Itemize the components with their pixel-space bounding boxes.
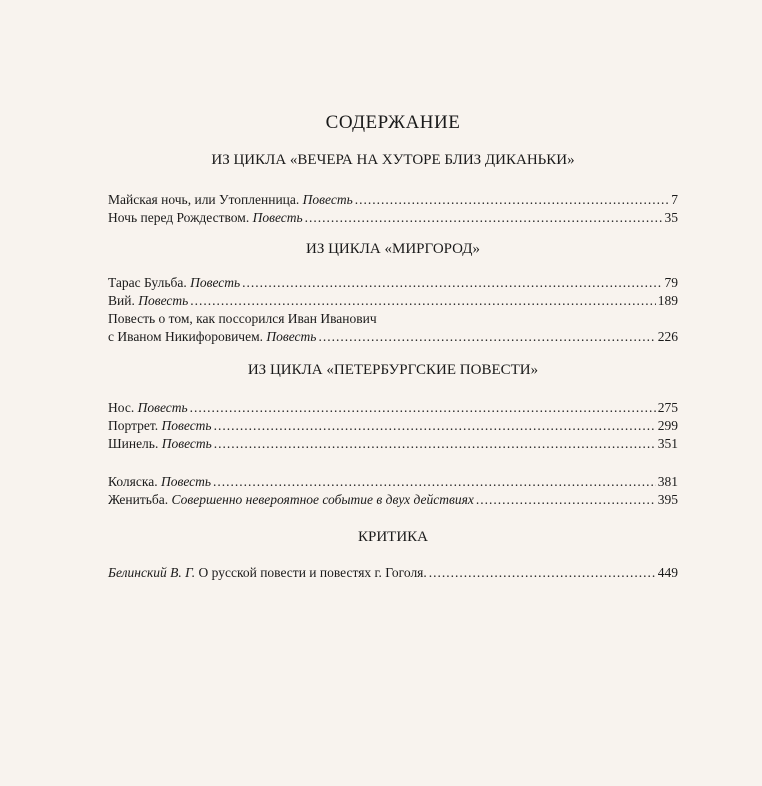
entry-genre: Повесть [138, 293, 189, 308]
section-entries-petersburg [108, 399, 678, 453]
section-entries-extra [108, 473, 678, 509]
entry-genre: Повесть [137, 400, 188, 415]
dot-leader [305, 209, 663, 227]
dot-leader [318, 328, 655, 346]
entry-genre: Повесть [161, 436, 212, 451]
dot-leader [214, 435, 656, 453]
toc-entry[interactable] [108, 417, 678, 435]
entry-genre: Повесть [252, 210, 303, 225]
section-entries-mirgorod [108, 274, 678, 346]
toc-entry[interactable] [108, 328, 678, 346]
entry-title: Женитьба. [108, 492, 169, 507]
entry-title: Вий. [108, 293, 135, 308]
section-heading-critique: КРИТИКА [357, 529, 428, 545]
entry-genre: Повесть [190, 275, 241, 290]
entry-title: Ночь перед Рождеством. [108, 210, 250, 225]
table-of-contents [108, 112, 678, 582]
entry-page: 35 [664, 210, 678, 225]
entry-genre: Повесть [266, 329, 317, 344]
entry-title-line1[interactable]: Повесть о том, как поссорился Иван Иванович [108, 311, 377, 326]
toc-entry[interactable] [108, 209, 678, 227]
entry-page: 395 [657, 492, 678, 507]
entry-page: 351 [657, 436, 678, 451]
toc-entry[interactable] [108, 292, 678, 310]
entry-genre: Совершенно невероятное событие в двух действиях [171, 492, 474, 507]
section-entries-dikanka [108, 191, 678, 227]
dot-leader [242, 274, 662, 292]
toc-entry[interactable] [108, 564, 678, 582]
section-heading-dikanka: ИЗ ЦИКЛА «ВЕЧЕРА НА ХУТОРЕ БЛИЗ ДИКАНЬКИ» [211, 152, 575, 168]
dot-leader [476, 491, 656, 509]
entry-title: Майская ночь, или Утопленница. [108, 192, 300, 207]
toc-title: СОДЕРЖАНИЕ [325, 112, 461, 133]
section-heading-mirgorod: ИЗ ЦИКЛА «МИРГОРОД» [305, 241, 480, 257]
entry-title: Нос. [108, 400, 135, 415]
entry-page: 79 [664, 275, 678, 290]
entry-title: Тарас Бульба. [108, 275, 187, 290]
dot-leader [429, 564, 656, 582]
entry-page: 299 [657, 418, 678, 433]
entry-title: Коляска. [108, 474, 158, 489]
entry-page: 449 [657, 565, 678, 580]
toc-entry[interactable] [108, 491, 678, 509]
section-entries-critique [108, 564, 678, 582]
entry-author: Белинский В. Г. [108, 565, 196, 580]
toc-entry[interactable] [108, 191, 678, 209]
entry-page: 275 [657, 400, 678, 415]
toc-entry[interactable] [108, 274, 678, 292]
entry-genre: Повесть [302, 192, 353, 207]
toc-entry[interactable] [108, 435, 678, 453]
dot-leader [355, 191, 670, 209]
entry-genre: Повесть [160, 474, 212, 489]
dot-leader [190, 292, 655, 310]
toc-entry[interactable] [108, 473, 678, 491]
entry-page: 381 [657, 474, 678, 489]
dot-leader [214, 417, 656, 435]
entry-page: 7 [671, 192, 678, 207]
section-heading-petersburg: ИЗ ЦИКЛА «ПЕТЕРБУРГСКИЕ ПОВЕСТИ» [247, 362, 539, 378]
entry-title: Портрет. [108, 418, 159, 433]
entry-title: О русской повести и повестях г. Гоголя. [198, 565, 427, 580]
entry-title: Шинель. [108, 436, 159, 451]
toc-entry[interactable] [108, 399, 678, 417]
entry-genre: Повесть [161, 418, 212, 433]
entry-page: 226 [657, 329, 678, 344]
dot-leader [190, 399, 656, 417]
dot-leader [213, 473, 656, 491]
entry-title: с Иваном Никифоровичем. [108, 329, 263, 344]
entry-page: 189 [657, 293, 678, 308]
